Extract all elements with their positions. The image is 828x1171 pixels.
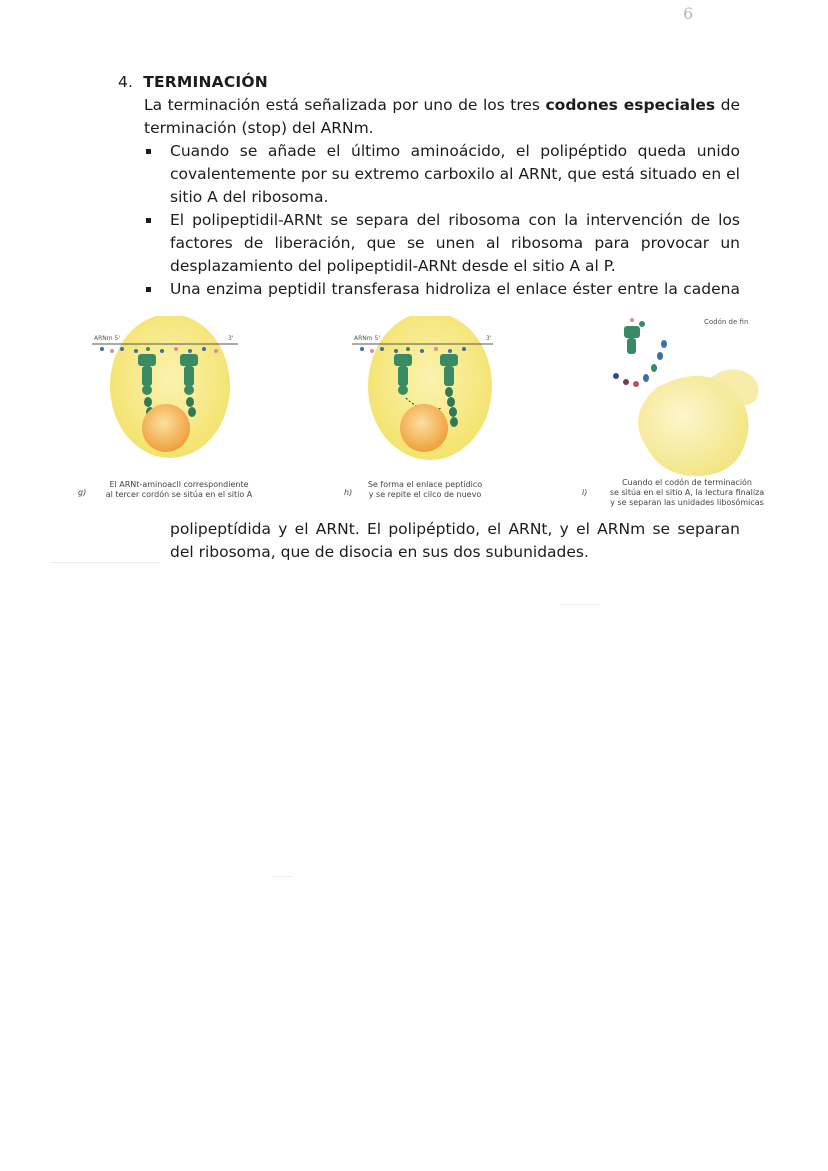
caption-line: y se separan las unidades libosómicas (610, 498, 764, 507)
scan-artifact-line (560, 604, 600, 605)
translation-termination-figure (0, 306, 828, 518)
panel-i-letter: i) (582, 488, 588, 497)
caption-line: El ARNt-aminoacil correspondiente (109, 480, 249, 489)
intro-text-after: de terminación (stop) del ARNm. (144, 96, 740, 137)
intro-text-before: La terminación está señalizada por uno de los tres (144, 96, 546, 114)
three-prime-label: 3' (486, 335, 492, 342)
panel-h-letter: h) (344, 488, 353, 497)
caption-line: se sitúa en el sitio A, la lectura finaliza (609, 488, 765, 497)
ribosome-small-subunit (142, 404, 190, 452)
section-title: TERMINACIÓN (143, 73, 268, 91)
panel-g-caption (92, 480, 266, 500)
bullet-item (144, 209, 740, 278)
caption-line: Cuando el codón de terminación (621, 478, 753, 487)
scan-artifact-line (50, 562, 160, 563)
ribosome-small-subunit (400, 404, 448, 452)
square-bullet-icon (146, 287, 151, 292)
panel-h-caption (350, 480, 500, 500)
section-heading (118, 73, 268, 91)
panel-g-letter: g) (78, 488, 87, 497)
panel-h-illustration (348, 316, 518, 466)
section-number: 4. (118, 73, 134, 91)
panel-g-illustration (88, 316, 258, 466)
panel-i-illustration (596, 306, 776, 476)
intro-bold-term: codones especiales (545, 96, 716, 114)
bullet-item (144, 140, 740, 209)
bullet-item (144, 278, 740, 301)
caption-line: y se repite el cilco de nuevo (368, 490, 482, 499)
caption-line: Se forma el enlace peptídico (367, 480, 483, 489)
mrna-label: ARNm 5' (94, 335, 120, 342)
intro-paragraph (144, 94, 740, 140)
continuation-paragraph: polipeptídida y el ARNt. El polipéptido, el ARNt, y el ARNm se separan del ribosoma, que de disocia en sus dos subunidades. (170, 520, 740, 561)
scan-artifact-line (272, 876, 292, 877)
bullet-text: Una enzima peptidil transferasa hidroliza el enlace éster entre la cadena (170, 280, 740, 298)
termination-bullet-list (144, 140, 740, 301)
bullet-text: El polipeptidil-ARNt se separa del ribosoma con la intervención de los factores de liberación, que se unen al ribosoma para provocar un desplazamiento del polipeptidil-ARNt desde el sitio A al P. (170, 211, 740, 275)
square-bullet-icon (146, 149, 151, 154)
mrna-label: ARNm 5' (354, 335, 380, 342)
page-number: 6 (683, 4, 694, 23)
stop-codon-label: Codón de fin (704, 318, 749, 326)
bullet-text: Cuando se añade el último aminoácido, el polipéptido queda unido covalentemente por su extremo carboxilo al ARNt, que está situado en el sitio A del ribosoma. (170, 142, 740, 206)
stop-codon-marker (630, 318, 634, 322)
released-trna (624, 321, 645, 354)
released-polypeptide (613, 340, 667, 387)
caption-line: al tercer cordón se sitúa en el sitio A (105, 490, 253, 499)
panel-i-caption (594, 478, 780, 508)
square-bullet-icon (146, 218, 151, 223)
three-prime-label: 3' (228, 335, 234, 342)
